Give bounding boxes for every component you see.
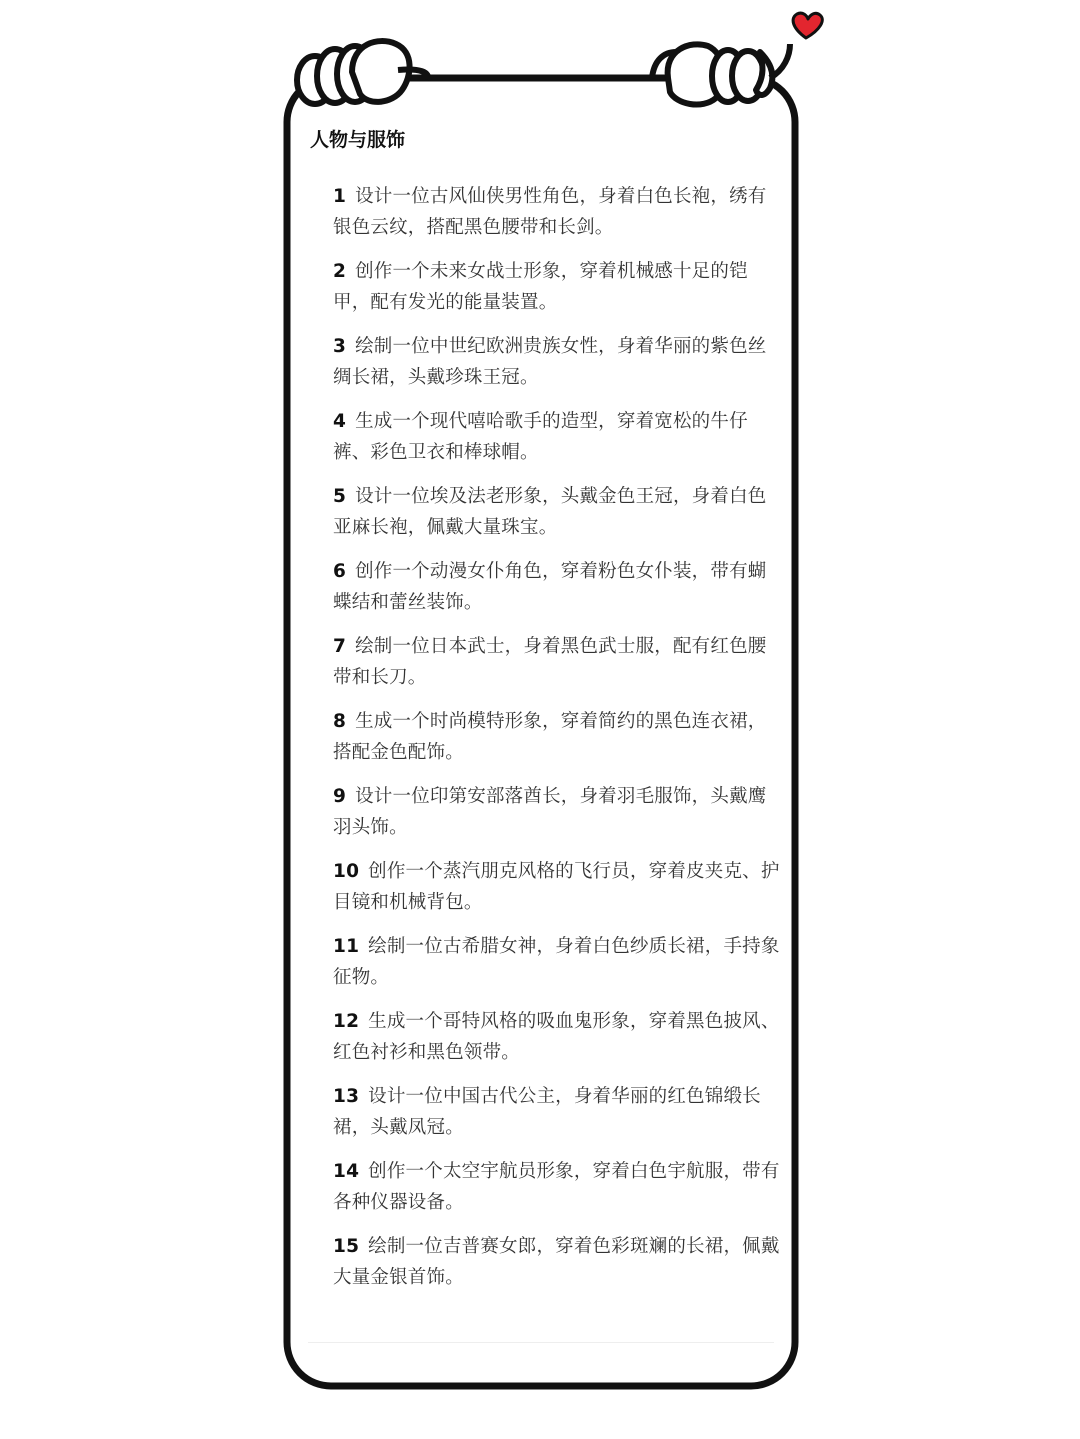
item-number: 11 [333, 936, 360, 957]
item-text: 设计一位印第安部落酋长，身着羽毛服饰，头戴鹰羽头饰。 [333, 786, 767, 838]
list-item [333, 706, 780, 768]
list-item [333, 481, 780, 543]
item-number: 2 [333, 261, 347, 282]
item-text: 绘制一位古希腊女神，身着白色纱质长裙，手持象征物。 [333, 936, 780, 988]
list-item [333, 931, 780, 993]
list-item [333, 631, 780, 693]
item-number: 3 [333, 336, 347, 357]
item-number: 10 [333, 861, 360, 882]
list-item [333, 406, 780, 468]
prompt-list [310, 181, 780, 1293]
list-item [333, 331, 780, 393]
item-number: 13 [333, 1086, 360, 1107]
item-text: 设计一位古风仙侠男性角色，身着白色长袍，绣有银色云纹，搭配黑色腰带和长剑。 [333, 186, 767, 238]
item-text: 绘制一位吉普赛女郎，穿着色彩斑斓的长裙，佩戴大量金银首饰。 [333, 1236, 780, 1288]
list-item [333, 781, 780, 843]
list-item [333, 1006, 780, 1068]
item-text: 创作一个动漫女仆角色，穿着粉色女仆装，带有蝴蝶结和蕾丝装饰。 [333, 561, 767, 613]
item-text: 生成一个时尚模特形象，穿着简约的黑色连衣裙，搭配金色配饰。 [333, 711, 767, 763]
item-number: 14 [333, 1161, 360, 1182]
card-content [310, 122, 780, 1306]
divider [308, 1342, 774, 1343]
item-text: 绘制一位中世纪欧洲贵族女性，身着华丽的紫色丝绸长裙，头戴珍珠王冠。 [333, 336, 767, 388]
item-text: 创作一个蒸汽朋克风格的飞行员，穿着皮夹克、护目镜和机械背包。 [333, 861, 780, 913]
item-text: 生成一个现代嘻哈歌手的造型，穿着宽松的牛仔裤、彩色卫衣和棒球帽。 [333, 411, 748, 463]
list-item [333, 856, 780, 918]
item-text: 创作一个太空宇航员形象，穿着白色宇航服，带有各种仪器设备。 [333, 1161, 780, 1213]
item-text: 创作一个未来女战士形象，穿着机械感十足的铠甲，配有发光的能量装置。 [333, 261, 748, 313]
list-item [333, 1156, 780, 1218]
item-number: 4 [333, 411, 347, 432]
item-number: 7 [333, 636, 347, 657]
item-text: 设计一位中国古代公主，身着华丽的红色锦缎长裙，头戴凤冠。 [333, 1086, 761, 1138]
item-number: 15 [333, 1236, 360, 1257]
section-title: 人物与服饰 [310, 129, 406, 151]
list-item [333, 256, 780, 318]
list-item [333, 556, 780, 618]
list-item [333, 1081, 780, 1143]
item-number: 1 [333, 186, 347, 207]
list-item [333, 181, 780, 243]
item-text: 设计一位埃及法老形象，头戴金色王冠，身着白色亚麻长袍，佩戴大量珠宝。 [333, 486, 767, 538]
item-number: 5 [333, 486, 347, 507]
item-number: 9 [333, 786, 347, 807]
item-text: 生成一个哥特风格的吸血鬼形象，穿着黑色披风、红色衬衫和黑色领带。 [333, 1011, 780, 1063]
item-number: 12 [333, 1011, 360, 1032]
item-text: 绘制一位日本武士，身着黑色武士服，配有红色腰带和长刀。 [333, 636, 767, 688]
list-item [333, 1231, 780, 1293]
item-number: 6 [333, 561, 347, 582]
item-number: 8 [333, 711, 347, 732]
heart-icon [793, 13, 822, 38]
